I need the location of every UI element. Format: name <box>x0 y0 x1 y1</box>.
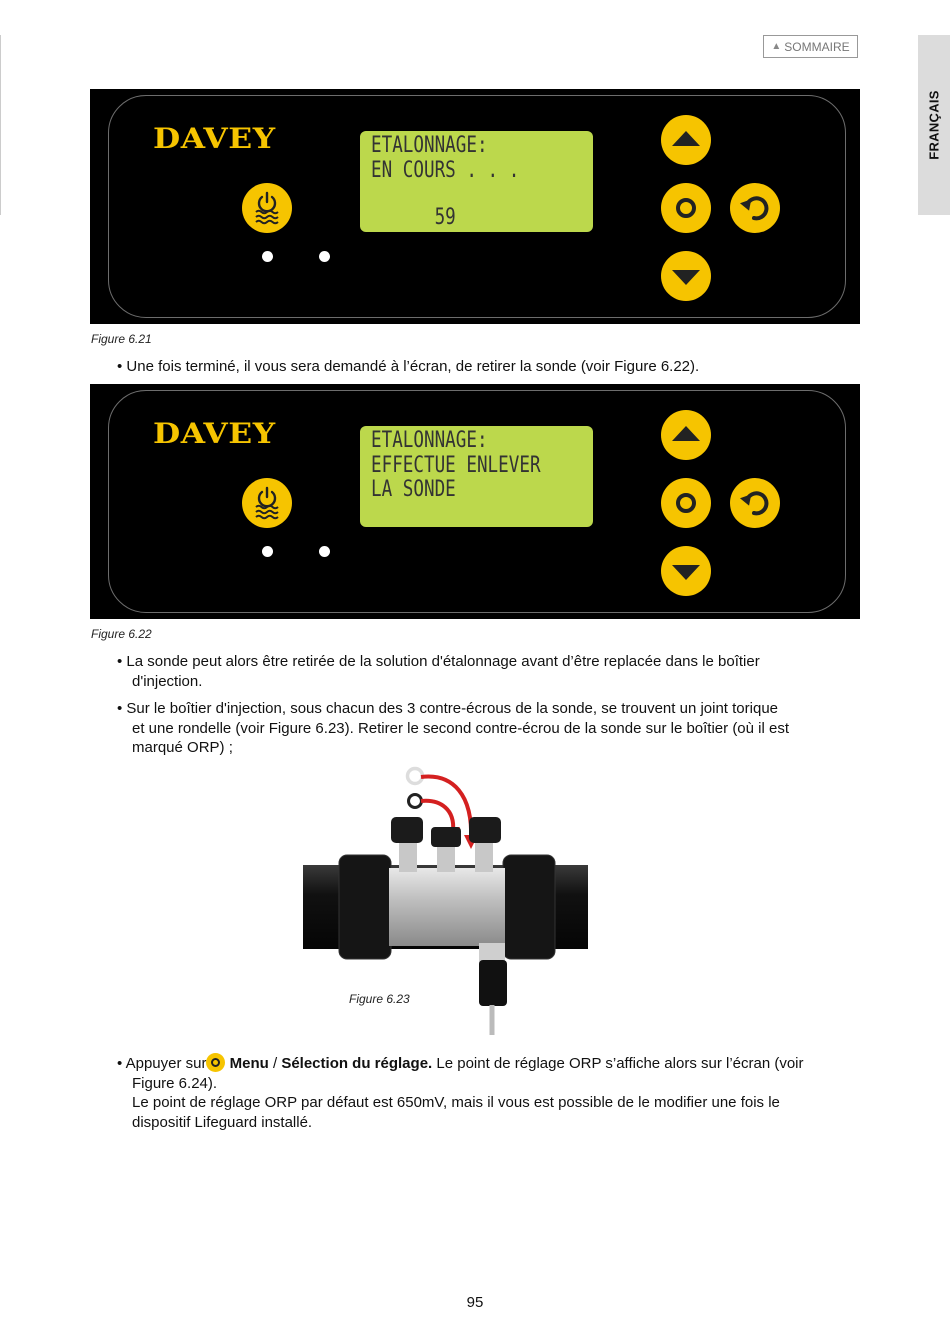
down-button[interactable] <box>661 251 711 301</box>
control-panel-figure-6-21 <box>90 89 860 324</box>
lock-nut <box>469 817 501 843</box>
setpoint-selection-label: Sélection du réglage. <box>281 1055 433 1072</box>
figure-caption: Figure 6.22 <box>91 627 152 641</box>
back-button[interactable] <box>730 478 780 528</box>
paragraph-4 <box>117 1053 804 1132</box>
up-button[interactable] <box>661 115 711 165</box>
arrow-down-icon <box>661 251 711 301</box>
sommaire-label: SOMMAIRE <box>784 39 850 54</box>
page-number: 95 <box>466 1294 484 1311</box>
figure-caption: Figure 6.23 <box>349 992 410 1006</box>
control-panel-figure-6-22 <box>90 384 860 619</box>
paragraph-2-line-1: • La sonde peut alors être retirée de la solution d'étalonnage avant d’être replacée dans le boîtier <box>117 653 760 670</box>
paragraph-1: • Une fois terminé, il vous sera demandé à l’écran, de retirer la sonde (voir Figure 6.22). <box>117 358 700 375</box>
lcd-line-1: ETALONNAGE: <box>371 428 488 453</box>
back-button[interactable] <box>730 183 780 233</box>
language-tab <box>918 35 950 215</box>
menu-button[interactable] <box>661 183 711 233</box>
status-led <box>319 251 330 262</box>
davey-logo: DAVEY <box>153 417 276 450</box>
lcd-line-3: LA SONDE <box>371 477 456 502</box>
paragraph-3-line-3: marqué ORP) ; <box>132 739 233 756</box>
paragraph-4-line-4: dispositif Lifeguard installé. <box>132 1113 313 1131</box>
paragraph-3-line-1: • Sur le boîtier d'injection, sous chacun des 3 contre-écrous de la sonde, se trouvent un joint torique <box>117 700 779 717</box>
lcd-line-2: EN COURS . . . <box>371 158 520 183</box>
washer-ring <box>408 769 423 784</box>
lcd-line-3: 59 <box>371 205 456 230</box>
power-wave-icon <box>242 183 292 233</box>
paragraph-4-line-3: Le point de réglage ORP par défaut est 650mV, mais il vous est possible de le modifier une fois le <box>132 1094 780 1111</box>
paragraph-2-line-2: d'injection. <box>132 672 203 690</box>
figure-caption: Figure 6.21 <box>91 332 152 346</box>
paragraph-4-prefix: • Appuyer sur <box>117 1055 207 1072</box>
circle-o-icon <box>661 183 711 233</box>
clear-housing-body <box>389 868 505 946</box>
probe-connector <box>479 960 507 1006</box>
lcd-line-2: EFFECTUE ENLEVER <box>371 453 541 478</box>
arrow-up-icon <box>661 115 711 165</box>
status-led <box>319 546 330 557</box>
lcd-display <box>360 426 593 527</box>
separator: / <box>268 1055 282 1072</box>
sommaire-link[interactable] <box>763 35 858 58</box>
davey-logo: DAVEY <box>153 122 276 155</box>
power-button[interactable] <box>242 183 292 233</box>
menu-button-inline-icon <box>206 1053 225 1072</box>
return-arrow-icon <box>730 183 780 233</box>
injection-housing-photo <box>303 765 588 1035</box>
paragraph-3-line-2: et une rondelle (voir Figure 6.23). Retirer le second contre-écrou de la sonde sur le boîtier (où il est <box>132 719 790 737</box>
lock-nut <box>431 827 461 847</box>
lcd-line-1: ETALONNAGE: <box>371 133 488 158</box>
page-edge-line <box>0 35 1 215</box>
lcd-display <box>360 131 593 232</box>
circle-o-icon <box>661 478 711 528</box>
menu-label: Menu <box>229 1055 269 1072</box>
paragraph-2 <box>117 652 760 691</box>
power-button[interactable] <box>242 478 292 528</box>
up-button[interactable] <box>661 410 711 460</box>
red-arrow <box>421 801 453 831</box>
paragraph-4-line-1 <box>117 1053 804 1074</box>
power-wave-icon <box>242 478 292 528</box>
return-arrow-icon <box>730 478 780 528</box>
paragraph-4-line-2: Figure 6.24). <box>132 1074 218 1092</box>
o-ring <box>409 795 422 808</box>
language-tab-label: FRANÇAIS <box>926 90 942 160</box>
arrow-up-icon <box>661 410 711 460</box>
triangle-up-icon: ▲ <box>771 41 782 52</box>
paragraph-3 <box>117 699 789 758</box>
paragraph-4-rest: Le point de réglage ORP s’affiche alors sur l’écran (voir <box>432 1055 804 1072</box>
lock-nut <box>391 817 423 843</box>
menu-button[interactable] <box>661 478 711 528</box>
status-led <box>262 251 273 262</box>
arrow-down-icon <box>661 546 711 596</box>
status-led <box>262 546 273 557</box>
down-button[interactable] <box>661 546 711 596</box>
